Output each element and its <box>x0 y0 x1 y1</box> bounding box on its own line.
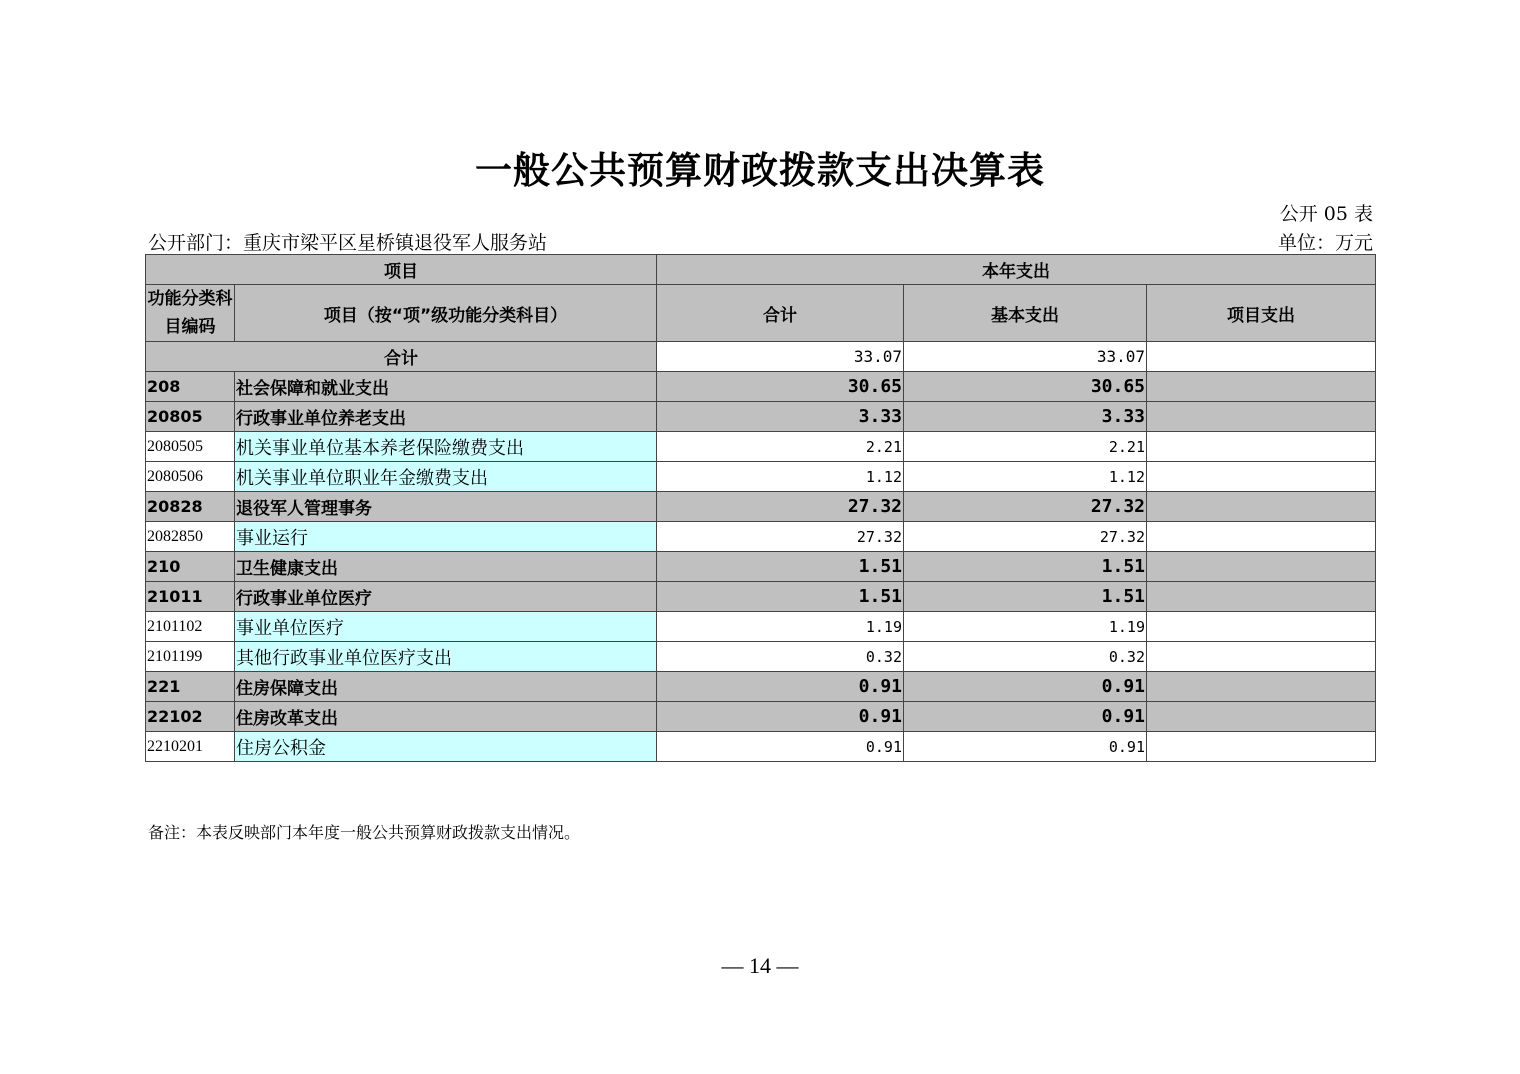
row-code: 2080505 <box>146 432 235 462</box>
row-name: 住房公积金 <box>235 732 657 762</box>
row-code: 2101199 <box>146 642 235 672</box>
header-basic: 基本支出 <box>904 285 1147 342</box>
table-row <box>146 672 1376 702</box>
row-code: 210 <box>146 552 235 582</box>
header-code: 功能分类科目编码 <box>146 285 235 342</box>
row-total: 27.32 <box>657 492 904 522</box>
row-project <box>1147 552 1376 582</box>
row-total: 0.91 <box>657 702 904 732</box>
row-project <box>1147 732 1376 762</box>
page-title: 一般公共预算财政拨款支出决算表 <box>475 149 1045 192</box>
table-row <box>146 432 1376 462</box>
row-code: 2080506 <box>146 462 235 492</box>
table-row <box>146 402 1376 432</box>
row-total: 2.21 <box>657 432 904 462</box>
row-total: 1.51 <box>657 582 904 612</box>
row-project <box>1147 432 1376 462</box>
table-row <box>146 702 1376 732</box>
row-code: 21011 <box>146 582 235 612</box>
header-project-expense: 项目支出 <box>1147 285 1376 342</box>
row-code: 22102 <box>146 702 235 732</box>
row-name: 卫生健康支出 <box>235 552 657 582</box>
table-row <box>146 612 1376 642</box>
total-row <box>146 342 1376 372</box>
table-row <box>146 462 1376 492</box>
row-total: 1.12 <box>657 462 904 492</box>
row-total: 3.33 <box>657 402 904 432</box>
row-basic: 2.21 <box>904 432 1147 462</box>
row-total: 1.19 <box>657 612 904 642</box>
row-name: 住房改革支出 <box>235 702 657 732</box>
row-name: 机关事业单位基本养老保险缴费支出 <box>235 432 657 462</box>
budget-table <box>145 254 1376 762</box>
form-number: 公开 05 表 <box>1279 203 1373 225</box>
row-basic: 1.12 <box>904 462 1147 492</box>
row-name: 机关事业单位职业年金缴费支出 <box>235 462 657 492</box>
row-project <box>1147 702 1376 732</box>
row-basic: 1.19 <box>904 612 1147 642</box>
row-total: 0.91 <box>657 732 904 762</box>
row-name: 退役军人管理事务 <box>235 492 657 522</box>
row-total: 1.51 <box>657 552 904 582</box>
row-basic: 0.91 <box>904 702 1147 732</box>
table-row <box>146 642 1376 672</box>
page-number: — 14 — <box>721 953 799 978</box>
table-row <box>146 552 1376 582</box>
row-basic: 1.51 <box>904 582 1147 612</box>
header-row-top <box>146 255 1376 285</box>
row-basic: 0.91 <box>904 672 1147 702</box>
header-row-bottom <box>146 285 1376 342</box>
row-project <box>1147 462 1376 492</box>
row-name: 社会保障和就业支出 <box>235 372 657 402</box>
header-this-year: 本年支出 <box>657 255 1376 285</box>
table-row <box>146 582 1376 612</box>
total-basic: 33.07 <box>904 342 1147 372</box>
row-basic: 27.32 <box>904 492 1147 522</box>
row-total: 30.65 <box>657 372 904 402</box>
unit-label: 单位：万元 <box>1277 232 1373 254</box>
row-total: 0.32 <box>657 642 904 672</box>
department-label: 公开部门：重庆市梁平区星桥镇退役军人服务站 <box>148 232 548 254</box>
row-name: 住房保障支出 <box>235 672 657 702</box>
row-name: 事业运行 <box>235 522 657 552</box>
row-code: 2210201 <box>146 732 235 762</box>
row-total: 0.91 <box>657 672 904 702</box>
header-project: 项目 <box>146 255 657 285</box>
row-basic: 30.65 <box>904 372 1147 402</box>
table-row <box>146 492 1376 522</box>
row-basic: 27.32 <box>904 522 1147 552</box>
row-name: 其他行政事业单位医疗支出 <box>235 642 657 672</box>
row-project <box>1147 372 1376 402</box>
total-project <box>1147 342 1376 372</box>
row-project <box>1147 672 1376 702</box>
row-basic: 0.32 <box>904 642 1147 672</box>
footnote: 备注：本表反映部门本年度一般公共预算财政拨款支出情况。 <box>148 823 581 842</box>
row-basic: 0.91 <box>904 732 1147 762</box>
row-project <box>1147 522 1376 552</box>
row-code: 208 <box>146 372 235 402</box>
row-code: 2082850 <box>146 522 235 552</box>
row-project <box>1147 642 1376 672</box>
row-basic: 3.33 <box>904 402 1147 432</box>
row-project <box>1147 582 1376 612</box>
row-project <box>1147 612 1376 642</box>
row-project <box>1147 402 1376 432</box>
row-basic: 1.51 <box>904 552 1147 582</box>
row-code: 221 <box>146 672 235 702</box>
table-row <box>146 732 1376 762</box>
header-item: 项目（按“项”级功能分类科目） <box>235 285 657 342</box>
total-amount: 33.07 <box>657 342 904 372</box>
row-name: 行政事业单位医疗 <box>235 582 657 612</box>
row-code: 20805 <box>146 402 235 432</box>
total-label: 合计 <box>146 342 657 372</box>
table-row <box>146 522 1376 552</box>
row-name: 行政事业单位养老支出 <box>235 402 657 432</box>
row-name: 事业单位医疗 <box>235 612 657 642</box>
row-project <box>1147 492 1376 522</box>
header-total: 合计 <box>657 285 904 342</box>
row-code: 20828 <box>146 492 235 522</box>
row-code: 2101102 <box>146 612 235 642</box>
table-row <box>146 372 1376 402</box>
row-total: 27.32 <box>657 522 904 552</box>
